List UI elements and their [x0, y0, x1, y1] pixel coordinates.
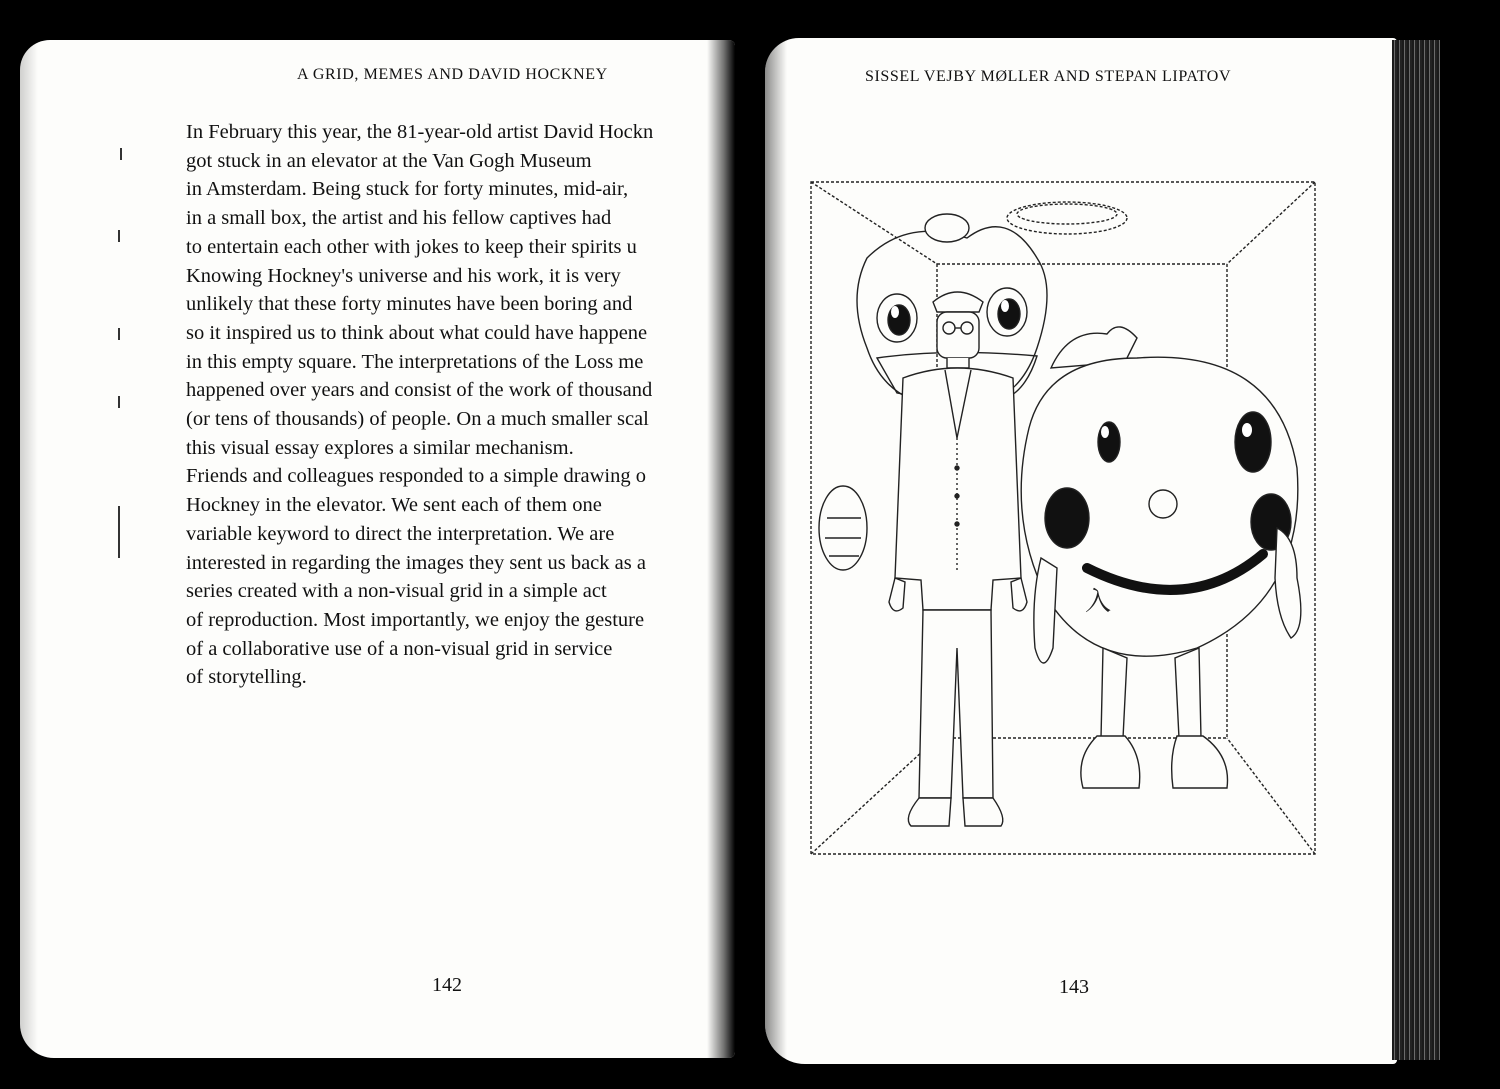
body-line: Friends and colleagues responded to a simple drawing o [186, 465, 646, 488]
body-line: In February this year, the 81-year-old artist David Hockn [186, 121, 654, 143]
essay-body-text [186, 118, 735, 692]
margin-mark [120, 148, 122, 160]
margin-mark [118, 230, 120, 242]
margin-mark [118, 328, 120, 340]
body-line: Knowing Hockney's universe and his work, it is very [186, 264, 621, 287]
body-line: Hockney in the elevator. We sent each of them one [186, 494, 602, 517]
body-line: interested in regarding the images they sent us back as a [186, 551, 646, 574]
running-head-left: A GRID, MEMES AND DAVID HOCKNEY [297, 66, 608, 83]
mascot-belly-text: 入 [1085, 587, 1112, 617]
left-page [20, 40, 735, 1058]
body-line: this visual essay explores a similar mechanism. [186, 436, 574, 459]
body-line: so it inspired us to think about what could have happene [186, 321, 648, 344]
right-page [765, 38, 1397, 1064]
book-page-edges [1392, 40, 1440, 1060]
body-line: variable keyword to direct the interpretation. We are [186, 522, 615, 545]
page-number-left: 142 [432, 974, 462, 996]
body-line: to entertain each other with jokes to keep their spirits u [186, 235, 637, 258]
man-in-suit [889, 292, 1027, 826]
body-line: happened over years and consist of the work of thousand [186, 379, 653, 402]
smiling-ball-mascot [1021, 327, 1301, 788]
body-line: series created with a non-visual grid in a simple act [186, 580, 607, 603]
body-line: in this empty square. The interpretations of the Loss me [186, 350, 644, 373]
body-line: of storytelling. [186, 666, 307, 689]
body-line: (or tens of thousands) of people. On a much smaller scal [186, 408, 649, 431]
elevator-illustration [807, 178, 1319, 858]
margin-mark [118, 396, 120, 408]
body-line: got stuck in an elevator at the Van Gogh Museum [186, 149, 592, 172]
margin-mark [118, 506, 120, 558]
body-line: unlikely that these forty minutes have been boring and [186, 293, 633, 316]
body-line: in a small box, the artist and his fellow captives had [186, 207, 612, 230]
body-line: of reproduction. Most importantly, we enjoy the gesture [186, 608, 645, 631]
body-line: of a collaborative use of a non-visual grid in service [186, 637, 613, 660]
running-head-right: SISSEL VEJBY MØLLER AND STEPAN LIPATOV [865, 68, 1232, 85]
body-line: in Amsterdam. Being stuck for forty minutes, mid-air, [186, 178, 629, 201]
page-number-right: 143 [1059, 976, 1089, 998]
